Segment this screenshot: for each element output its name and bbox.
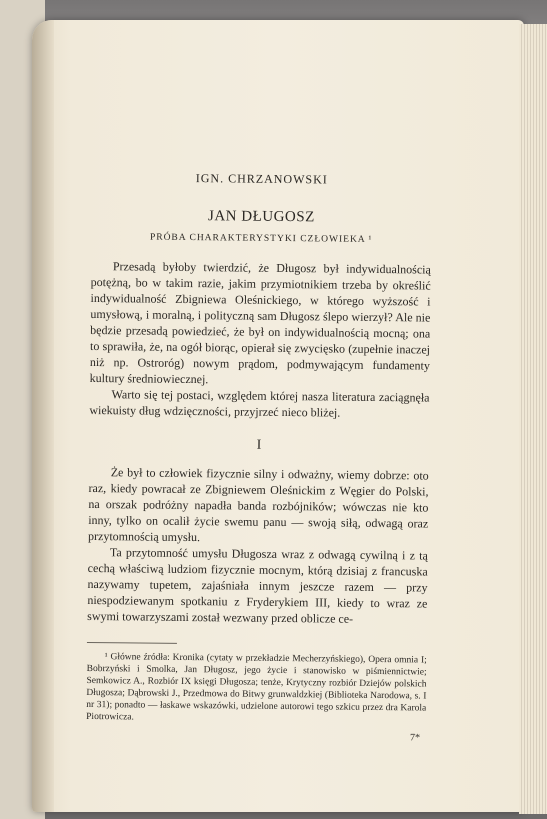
page-stack-edge [519, 24, 547, 814]
paragraph: Że był to człowiek fizycznie silny i odważny, wiemy dobrze: oto raz, kiedy powracał ze Zbigniewem Oleśnickim z Węgier do Polski, na orszak podróżny napadła banda rozbójników; wówczas nie kto inny, tylko on ocalił życie swemu panu — swoją siłą, odwagą oraz przytomnością umysłu. [87, 465, 429, 545]
paragraph: Ta przytomność umysłu Długosza wraz z odwagą cywilną i z tą cechą właściwą ludziom fizycznie mocnym, którą dzisiaj z francuska nazywamy tupetem, zajaśniała innym jeszcze razem — przy niespodziewanym spotkaniu z Fryderykiem III, kiedy to wraz ze swymi towarzyszami został wezwany przed oblicze ce- [87, 545, 428, 626]
paragraph: Warto się tej postaci, względem której nasza literatura zaciągnęła wiekuisty dług wdzięczności, przyjrzeć nieco bliżej. [89, 387, 430, 420]
footnote: ¹ Główne źródła: Kronika (cytaty w przekładzie Mecherzyńskiego), Opera omnia I; Bobrzyński i Smolka, Jan Długosz, jego życie i stanowisko w piśmiennictwie; Semkowicz A., Rozbiór IX księgi Długosza; tenże, Krytyczny rozbiór Dziejów polskich Długosza; Dąbrowski J., Przedmowa do Bitwy grunwaldzkiej (Biblioteka Narodowa, s. I nr 31); ponadto — łaskawe wskazówki, udzielone autorowi tego szkicu przez dra Karola Piotrowicza. [86, 652, 427, 723]
page-content [86, 160, 432, 744]
footnote-divider [87, 642, 177, 644]
paragraph: Przesadą byłoby twierdzić, że Długosz był indywidualnością potężną, bo w takim razie, jakim przymiotnikiem trzeba by określić indywidualność Zbigniewa Oleśnickiego, w którego wyższość i umysłową, i moralną, i polityczną sam Długosz ślepo wierzył? Ale nie będzie przesadą powiedzieć, że był on indywidualnością mocną; ona to sprawiła, że, na ogół biorąc, opierał się zwycięsko (zupełnie inaczej niż np. Ostroróg) nowym prądom, podmywającym fundamenty kultury średniowiecznej. [89, 259, 431, 387]
page-number: 7* [409, 732, 421, 744]
section-heading: I [256, 437, 262, 453]
article-title: JAN DŁUGOSZ [207, 208, 315, 226]
author-heading: IGN. CHRZANOWSKI [195, 171, 328, 187]
article-subtitle: PRÓBA CHARAKTERYSTYKI CZŁOWIEKA ¹ [149, 232, 373, 245]
page-gutter [32, 20, 54, 812]
